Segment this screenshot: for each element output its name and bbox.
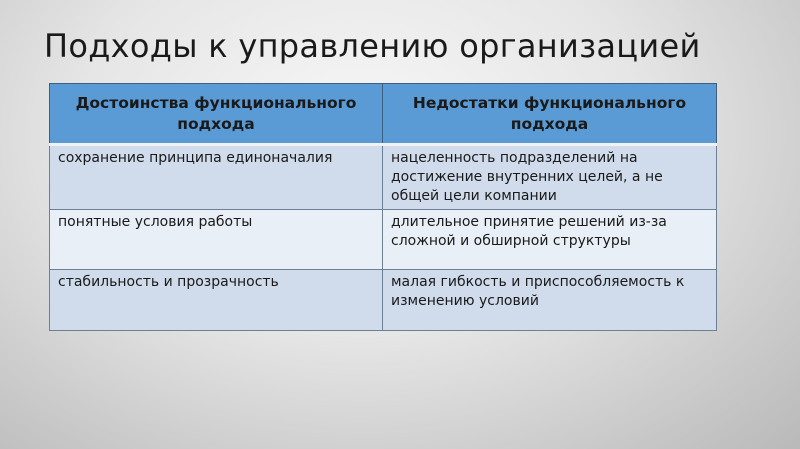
table-row bbox=[50, 145, 717, 210]
table-row bbox=[50, 270, 717, 331]
table-row bbox=[50, 210, 717, 270]
header-advantages: Достоинства функционального подхода bbox=[50, 84, 383, 145]
header-disadvantages: Недостатки функционального подхода bbox=[383, 84, 717, 145]
advantage-cell: сохранение принципа единоначалия bbox=[50, 145, 383, 210]
slide-title: Подходы к управлению организацией bbox=[44, 27, 701, 65]
comparison-table bbox=[49, 83, 717, 331]
disadvantage-cell: нацеленность подразделений на достижение внутренних целей, а не общей цели компании bbox=[383, 145, 717, 210]
disadvantage-cell: малая гибкость и приспособляемость к изменению условий bbox=[383, 270, 717, 331]
advantage-cell: понятные условия работы bbox=[50, 210, 383, 270]
comparison-table-container bbox=[49, 83, 716, 331]
table-header-row bbox=[50, 84, 717, 145]
disadvantage-cell: длительное принятие решений из-за сложной и обширной структуры bbox=[383, 210, 717, 270]
advantage-cell: стабильность и прозрачность bbox=[50, 270, 383, 331]
